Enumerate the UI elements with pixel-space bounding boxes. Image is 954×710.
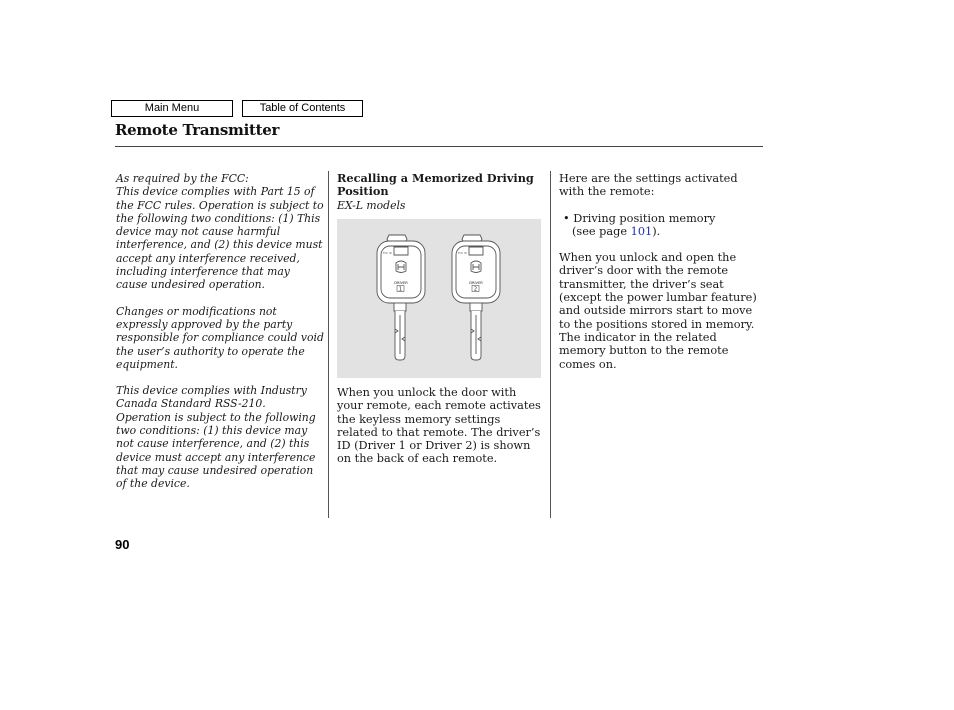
bullet-dot: •: [563, 211, 574, 225]
recall-body-text: When you unlock the door with your remote, each remote activates the keyless memory settings related to that remote. The driver’s ID (Driver 1 or Driver 2) is shown on the back of each remote.: [337, 386, 541, 466]
section-heading: Recalling a Memorized Driving Position: [337, 171, 534, 199]
fcc-intro: As required by the FCC:: [116, 172, 249, 185]
bullet-item: [559, 212, 764, 225]
column-divider-left: [328, 171, 329, 518]
settings-column: [559, 172, 764, 371]
fcc-text: This device complies with Part 15 of the FCC rules. Operation is subject to the following two conditions: (1) This device may not cause harmful interference, and (2) this device must accept any interference received, including interference that may cause undesired operation.: [116, 185, 324, 292]
page-title: Remote Transmitter: [115, 121, 280, 139]
main-menu-button[interactable]: Main Menu: [111, 100, 233, 117]
spacer: [559, 238, 764, 251]
title-divider: [115, 146, 763, 147]
driver-2-label: DRIVER: [469, 281, 483, 285]
driver-1-label: DRIVER: [394, 281, 408, 285]
page-ref-prefix: (see page: [572, 224, 628, 238]
fcc-id-text-2: FCC ID: [458, 252, 467, 255]
recall-body: [337, 386, 543, 466]
table-of-contents-button[interactable]: Table of Contents: [242, 100, 363, 117]
recall-position-column: [337, 172, 543, 212]
changes-text: Changes or modifications not expressly approved by the party responsible for compliance could void the user’s authority to operate the equipment.: [116, 304, 324, 371]
spacer: [116, 371, 324, 384]
canada-intro: This device complies with Industry Canada Standard RSS-210.: [116, 384, 307, 411]
settings-intro: Here are the settings activated with the remote:: [559, 172, 738, 199]
driver-1-number: 1: [398, 286, 403, 293]
fcc-notice-column: [116, 172, 324, 491]
column-divider-right: [550, 171, 551, 518]
bullet-text: Driving position memory: [573, 211, 716, 225]
spacer: [559, 199, 764, 212]
page-ref-suffix: ).: [652, 224, 661, 238]
page-101-link[interactable]: 101: [630, 224, 653, 238]
spacer: [116, 292, 324, 305]
bullet-ref: [559, 225, 764, 238]
remote-keys-illustration: [337, 219, 541, 378]
canada-text: Operation is subject to the following two conditions: (1) this device may not cause interference, and (2) this device must accept any interference that may cause undesired operation of the device.: [116, 410, 316, 491]
driver-2-number: 2: [473, 286, 478, 293]
models-note: EX-L models: [337, 198, 406, 212]
settings-body: When you unlock and open the driver’s door with the remote transmitter, the driver’s seat (except the power lumbar feature) and outside mirrors start to move to the positions stored in memory. The indicator in the related memory button to the remote comes on.: [559, 251, 757, 371]
fcc-id-text-1: FCC ID: [383, 252, 392, 255]
page-number: 90: [115, 537, 130, 552]
